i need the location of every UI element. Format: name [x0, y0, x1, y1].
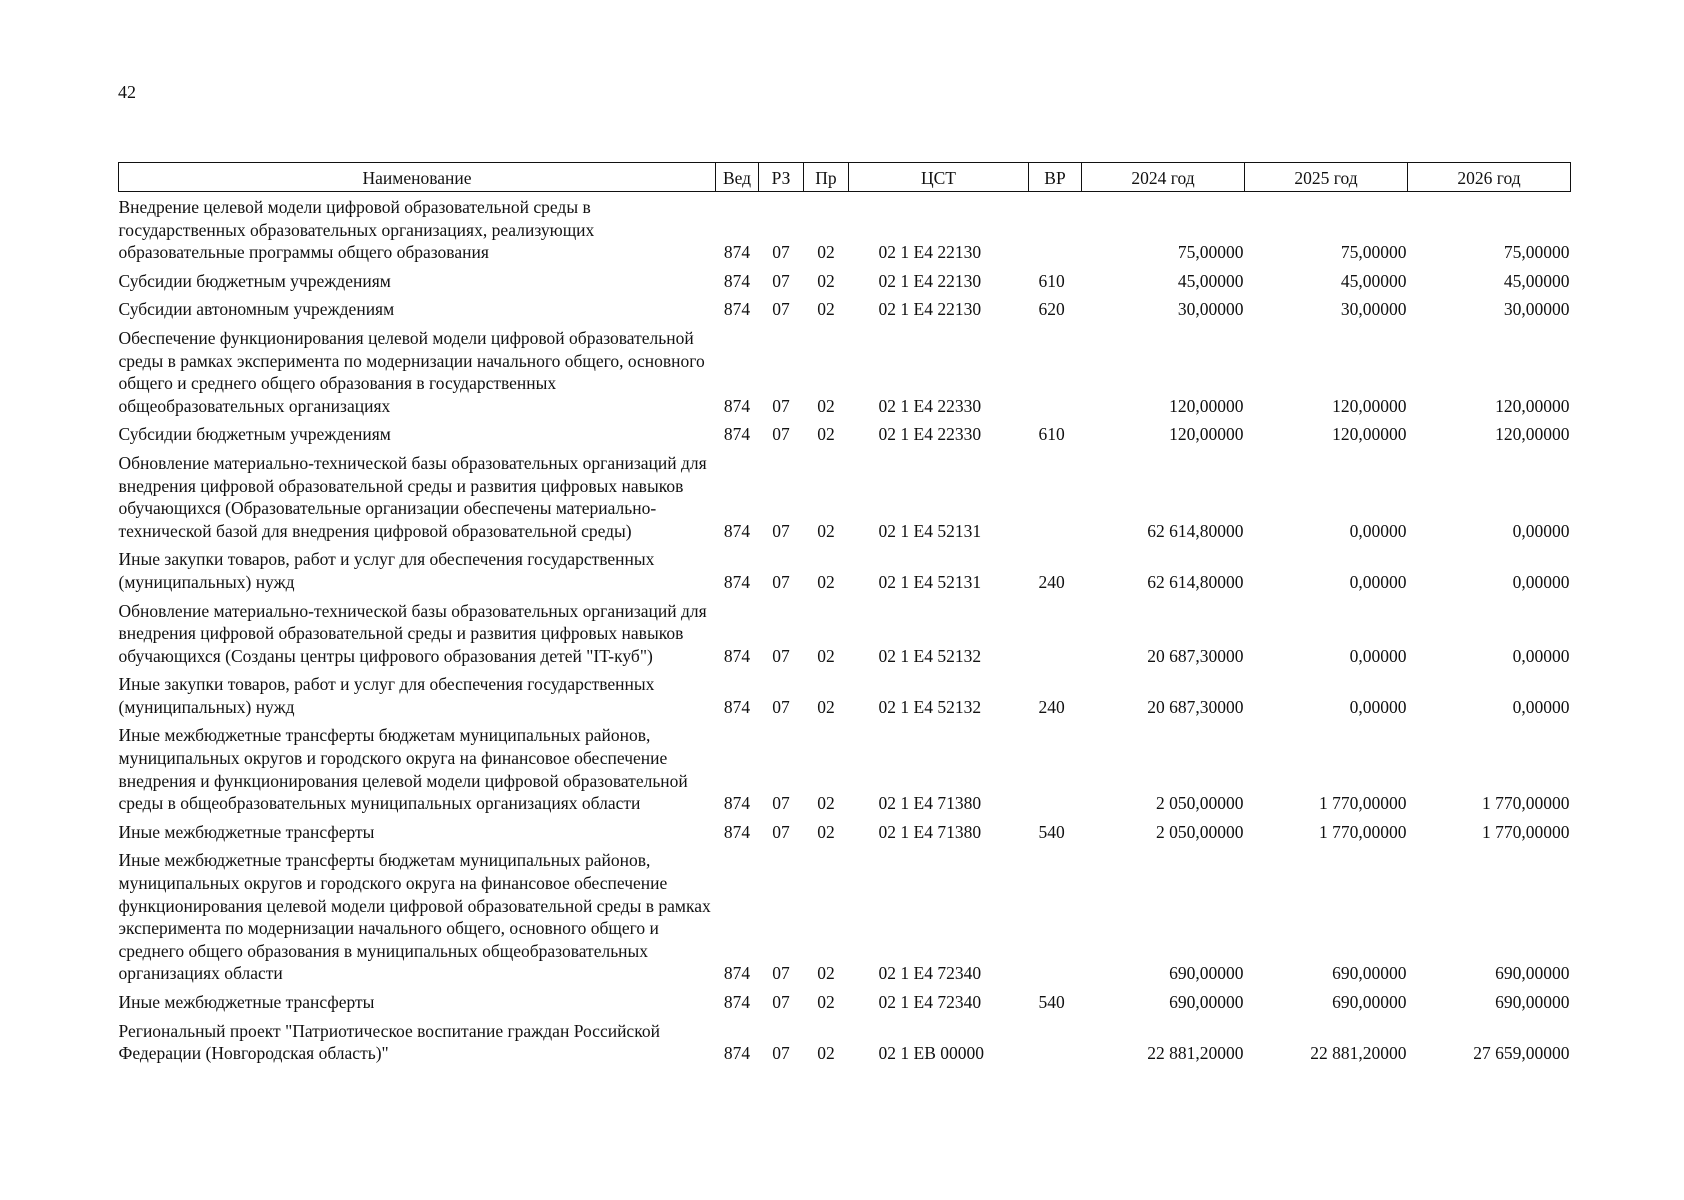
cell-ved: 874 — [723, 963, 751, 984]
page-number: 42 — [118, 82, 136, 102]
cell-2026: 30,00000 — [1503, 299, 1570, 320]
table-row — [119, 673, 1571, 724]
cell-pr: 02 — [817, 520, 835, 541]
header-cst: ЦСТ — [849, 163, 1029, 192]
cell-cst: 02 1 Е4 22330 — [878, 395, 982, 416]
cell-pr: 02 — [817, 992, 835, 1012]
cell-cst: 02 1 Е4 71380 — [878, 793, 982, 814]
cell-ved: 874 — [723, 424, 751, 445]
cell-vr — [1029, 327, 1082, 423]
cell-2024: 75,00000 — [1177, 242, 1244, 263]
cell-rz: 07 — [772, 242, 790, 263]
cell-rz: 07 — [772, 963, 790, 984]
cell-2025: 690,00000 — [1332, 992, 1407, 1012]
table-header-row — [119, 163, 1571, 192]
cell-2026: 120,00000 — [1495, 424, 1570, 445]
cell-name: Иные межбюджетные трансферты бюджетам муниципальных районов, муниципальных округов и городского округа на финансовое обеспечение внедрения и функционирования целевой модели цифровой образовательной среды в общеобразовательных муниципальных организациях области — [118, 725, 688, 814]
cell-2026: 1 770,00000 — [1482, 793, 1570, 814]
cell-name: Региональный проект "Патриотическое воспитание граждан Российской Федерации (Новгородская область)" — [118, 1020, 660, 1064]
cell-pr: 02 — [817, 242, 835, 263]
table-row — [119, 1020, 1571, 1071]
cell-cst: 02 1 Е4 52131 — [878, 520, 982, 541]
cell-cst: 02 1 Е4 22130 — [878, 270, 982, 291]
cell-2025: 120,00000 — [1332, 424, 1407, 445]
cell-ved: 874 — [723, 992, 751, 1012]
cell-2026: 0,00000 — [1512, 571, 1570, 592]
cell-2024: 690,00000 — [1169, 992, 1244, 1012]
cell-name: Субсидии бюджетным учреждениям — [118, 424, 391, 445]
header-name: Наименование — [119, 163, 716, 192]
cell-ved: 874 — [723, 299, 751, 320]
cell-2025: 0,00000 — [1349, 696, 1407, 717]
cell-2025: 1 770,00000 — [1319, 821, 1407, 842]
cell-2026: 27 659,00000 — [1473, 1043, 1570, 1064]
cell-name: Иные закупки товаров, работ и услуг для обеспечения государственных (муниципальных) нужд — [118, 549, 655, 592]
cell-rz: 07 — [772, 424, 790, 445]
cell-2025: 22 881,20000 — [1310, 1043, 1407, 1064]
cell-cst: 02 1 Е4 72340 — [878, 963, 982, 984]
table-row — [119, 298, 1571, 327]
cell-rz: 07 — [772, 395, 790, 416]
cell-name: Субсидии бюджетным учреждениям — [118, 270, 391, 291]
cell-pr: 02 — [817, 424, 835, 445]
cell-name: Внедрение целевой модели цифровой образовательной среды в государственных образовательных организациях, реализующих образовательные программы общего образования — [118, 197, 595, 263]
cell-2026: 75,00000 — [1503, 242, 1570, 263]
cell-pr: 02 — [817, 645, 835, 666]
cell-rz: 07 — [772, 821, 790, 842]
cell-2025: 45,00000 — [1340, 270, 1407, 291]
cell-name: Иные межбюджетные трансферты — [118, 992, 375, 1012]
cell-2025: 0,00000 — [1349, 520, 1407, 541]
cell-rz: 07 — [772, 1043, 790, 1064]
cell-cst: 02 1 Е4 22130 — [878, 242, 982, 263]
cell-2026: 45,00000 — [1503, 270, 1570, 291]
cell-2026: 0,00000 — [1512, 645, 1570, 666]
cell-rz: 07 — [772, 571, 790, 592]
cell-name: Иные закупки товаров, работ и услуг для обеспечения государственных (муниципальных) нужд — [118, 674, 655, 717]
cell-pr: 02 — [817, 299, 835, 320]
cell-2026: 0,00000 — [1512, 696, 1570, 717]
cell-2025: 0,00000 — [1349, 571, 1407, 592]
cell-2024: 690,00000 — [1169, 963, 1244, 984]
cell-vr — [1029, 724, 1082, 820]
cell-name: Обеспечение функционирования целевой модели цифровой образовательной среды в рамках эксперимента по модернизации начального общего, основного общего и среднего общего образования в государственных общеобразовательных организациях — [118, 327, 705, 416]
cell-vr: 240 — [1038, 571, 1065, 592]
cell-2024: 20 687,30000 — [1147, 645, 1244, 666]
cell-pr: 02 — [817, 1043, 835, 1064]
cell-vr: 540 — [1038, 821, 1065, 842]
table-row — [119, 327, 1571, 423]
cell-2025: 690,00000 — [1332, 963, 1407, 984]
cell-2026: 690,00000 — [1495, 963, 1570, 984]
cell-vr — [1029, 452, 1082, 548]
cell-name: Иные межбюджетные трансферты — [118, 821, 375, 842]
cell-rz: 07 — [772, 696, 790, 717]
table-row — [119, 821, 1571, 850]
cell-vr: 620 — [1038, 299, 1065, 320]
cell-ved: 874 — [723, 793, 751, 814]
cell-vr — [1029, 600, 1082, 674]
table-row — [119, 849, 1571, 991]
cell-2024: 22 881,20000 — [1147, 1043, 1244, 1064]
cell-2025: 120,00000 — [1332, 395, 1407, 416]
table-header — [119, 163, 1571, 192]
cell-pr: 02 — [817, 270, 835, 291]
cell-rz: 07 — [772, 992, 790, 1012]
cell-vr — [1029, 849, 1082, 991]
cell-2024: 45,00000 — [1177, 270, 1244, 291]
cell-name: Обновление материально-технической базы образовательных организаций для внедрения цифровой образовательной среды и развития цифровых навыков обучающихся (Образовательные организации обеспечены материально-технической базой для внедрения цифровой образовательной среды) — [118, 452, 707, 541]
table-row — [119, 548, 1571, 599]
cell-ved: 874 — [723, 571, 751, 592]
cell-ved: 874 — [723, 520, 751, 541]
header-2025: 2025 год — [1245, 163, 1408, 192]
cell-vr: 240 — [1038, 696, 1065, 717]
header-vr: ВР — [1029, 163, 1082, 192]
cell-2024: 30,00000 — [1177, 299, 1244, 320]
cell-pr: 02 — [817, 395, 835, 416]
cell-pr: 02 — [817, 793, 835, 814]
cell-pr: 02 — [817, 571, 835, 592]
cell-name: Обновление материально-технической базы образовательных организаций для внедрения цифровой образовательной среды и развития цифровых навыков обучающихся (Созданы центры цифрового образования детей "IT-куб") — [118, 600, 707, 666]
table-row — [119, 724, 1571, 820]
cell-vr: 610 — [1038, 424, 1065, 445]
table-row — [119, 600, 1571, 674]
cell-vr: 540 — [1038, 992, 1065, 1012]
cell-ved: 874 — [723, 1043, 751, 1064]
table-row — [119, 270, 1571, 299]
cell-2026: 120,00000 — [1495, 395, 1570, 416]
cell-2024: 62 614,80000 — [1147, 571, 1244, 592]
cell-2025: 75,00000 — [1340, 242, 1407, 263]
table-row — [119, 991, 1571, 1020]
table-row — [119, 423, 1571, 452]
header-rz: РЗ — [759, 163, 804, 192]
cell-2026: 690,00000 — [1495, 992, 1570, 1012]
header-2024: 2024 год — [1082, 163, 1245, 192]
header-pr: Пр — [804, 163, 849, 192]
cell-pr: 02 — [817, 963, 835, 984]
cell-2024: 62 614,80000 — [1147, 520, 1244, 541]
cell-2024: 2 050,00000 — [1156, 821, 1244, 842]
cell-2025: 30,00000 — [1340, 299, 1407, 320]
cell-ved: 874 — [723, 270, 751, 291]
cell-name: Иные межбюджетные трансферты бюджетам муниципальных районов, муниципальных округов и городского округа на финансовое обеспечение функционирования целевой модели цифровой образовательной среды в рамках эксперимента по модернизации начального общего, основного общего и среднего общего образования в муниципальных общеобразовательных организациях области — [118, 850, 711, 984]
cell-ved: 874 — [723, 395, 751, 416]
cell-rz: 07 — [772, 299, 790, 320]
table-body — [119, 192, 1571, 1071]
cell-vr — [1029, 192, 1082, 270]
cell-2024: 2 050,00000 — [1156, 793, 1244, 814]
header-ved: Вед — [716, 163, 759, 192]
cell-cst: 02 1 Е4 52132 — [878, 696, 982, 717]
cell-2024: 120,00000 — [1169, 395, 1244, 416]
cell-ved: 874 — [723, 645, 751, 666]
cell-rz: 07 — [772, 270, 790, 291]
table-row — [119, 192, 1571, 270]
cell-cst: 02 1 ЕВ 00000 — [878, 1043, 984, 1064]
cell-vr — [1029, 1020, 1082, 1071]
cell-cst: 02 1 Е4 22130 — [878, 299, 982, 320]
cell-cst: 02 1 Е4 52131 — [878, 571, 982, 592]
cell-name: Субсидии автономным учреждениям — [118, 299, 395, 320]
cell-2024: 120,00000 — [1169, 424, 1244, 445]
cell-2026: 0,00000 — [1512, 520, 1570, 541]
cell-ved: 874 — [723, 242, 751, 263]
cell-pr: 02 — [817, 821, 835, 842]
cell-rz: 07 — [772, 520, 790, 541]
cell-pr: 02 — [817, 696, 835, 717]
cell-2024: 20 687,30000 — [1147, 696, 1244, 717]
table-row — [119, 452, 1571, 548]
cell-cst: 02 1 Е4 71380 — [878, 821, 982, 842]
cell-cst: 02 1 Е4 72340 — [878, 992, 982, 1012]
cell-2025: 0,00000 — [1349, 645, 1407, 666]
cell-ved: 874 — [723, 821, 751, 842]
cell-cst: 02 1 Е4 22330 — [878, 424, 982, 445]
cell-2026: 1 770,00000 — [1482, 821, 1570, 842]
cell-ved: 874 — [723, 696, 751, 717]
cell-vr: 610 — [1038, 270, 1065, 291]
cell-rz: 07 — [772, 645, 790, 666]
header-2026: 2026 год — [1408, 163, 1571, 192]
budget-table — [118, 162, 1571, 1071]
cell-2025: 1 770,00000 — [1319, 793, 1407, 814]
cell-cst: 02 1 Е4 52132 — [878, 645, 982, 666]
cell-rz: 07 — [772, 793, 790, 814]
